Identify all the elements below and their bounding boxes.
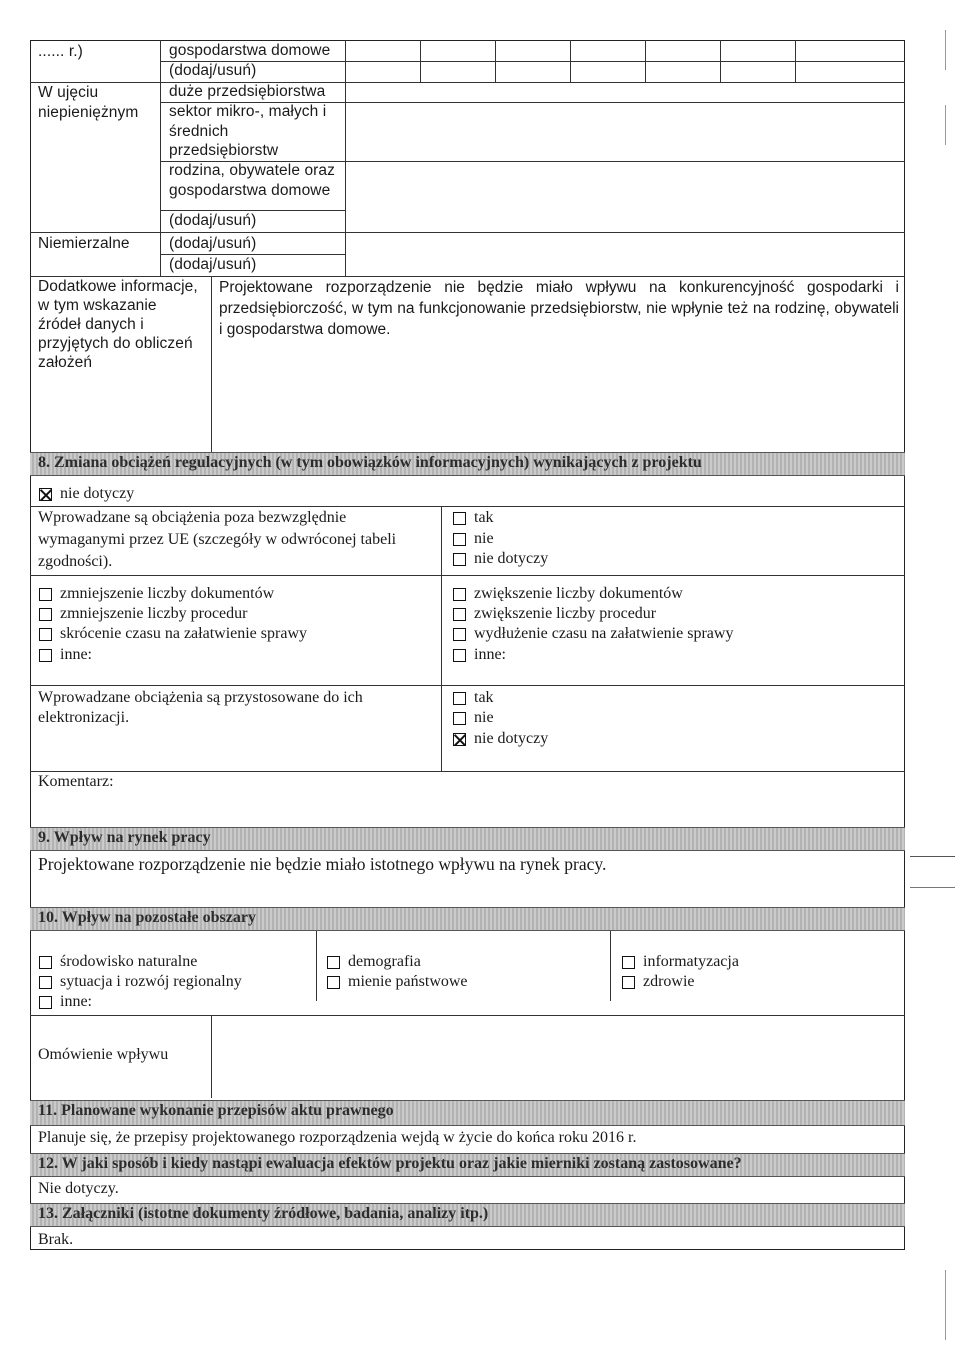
checkbox-electronization-yes[interactable] — [453, 692, 466, 705]
electronization-question: Wprowadzane obciążenia są przystosowane do ich — [38, 689, 363, 706]
section-rule — [30, 506, 905, 507]
additional-info-label: założeń — [38, 354, 93, 371]
unmeasurable-label: Niemierzalne — [38, 235, 130, 252]
option-label: zwiększenie liczby dokumentów — [474, 585, 683, 602]
option-label: inne: — [60, 646, 92, 663]
option-label: zmniejszenie liczby dokumentów — [60, 585, 275, 602]
regulatory-impact-form — [30, 40, 905, 1250]
table-rule — [30, 82, 905, 83]
scan-edge-line — [945, 105, 946, 145]
section-10-title: 10. Wpływ na pozostałe obszary — [38, 909, 256, 926]
section-rule — [30, 575, 905, 576]
table-row-label: średnich — [169, 123, 229, 140]
checkbox-more-procedures[interactable] — [453, 608, 466, 621]
table-rule — [160, 61, 905, 62]
eu-question: wymaganymi przez UE (szczegóły w odwróconej tabeli — [38, 531, 397, 548]
scan-edge-line — [945, 30, 946, 70]
checkbox-regional-development[interactable] — [39, 976, 52, 989]
table-row-label: przedsiębiorstw — [169, 142, 279, 159]
section-9-text: Projektowane rozporządzenie nie będzie miało istotnego wpływu na rynek pracy. — [38, 854, 607, 874]
option-label: zmniejszenie liczby procedur — [60, 605, 248, 622]
option-label: inne: — [60, 993, 92, 1010]
section-13-text: Brak. — [38, 1231, 74, 1248]
section-12-title: 12. W jaki sposób i kiedy nastąpi ewaluacja efektów projektu oraz jakie mierniki zostaną zastosowane? — [38, 1155, 742, 1172]
option-label: zwiększenie liczby procedur — [474, 605, 657, 622]
table-row-label: sektor mikro-, małych i — [169, 103, 327, 120]
table-divider — [160, 40, 161, 276]
section-11-title: 11. Planowane wykonanie przepisów aktu prawnego — [38, 1102, 394, 1119]
table-divider — [345, 40, 346, 276]
option-label: informatyzacja — [643, 953, 739, 970]
checkbox-environment[interactable] — [39, 956, 52, 969]
section-divider — [441, 506, 442, 771]
checkbox-eu-na[interactable] — [453, 553, 466, 566]
additional-info-text: Projektowane rozporządzenie nie będzie miało wpływu na konkurencyjność gospodarki i przedsiębiorczość, w tym na funkcjonowanie przedsiębiorstw, nie wpłynie też na rodzinę, obywateli i gospodarstwa domowe. — [219, 279, 899, 338]
section-12-header — [30, 1153, 905, 1177]
table-row-label[interactable]: (dodaj/usuń) — [169, 212, 257, 229]
table-row-label: rodzina, obywatele oraz — [169, 162, 336, 179]
checkbox-fewer-documents[interactable] — [39, 588, 52, 601]
checkbox-electronization-no[interactable] — [453, 712, 466, 725]
scan-edge-line — [910, 887, 955, 888]
option-label: tak — [474, 689, 494, 706]
additional-info-label: przyjętych do obliczeń — [38, 335, 193, 352]
additional-info-label: w tym wskazanie — [38, 297, 157, 314]
section-divider — [211, 1015, 212, 1098]
table-row-label: gospodarstwa domowe — [169, 182, 331, 199]
checkbox-other-left[interactable] — [39, 649, 52, 662]
checkbox-other-area[interactable] — [39, 996, 52, 1009]
option-label: inne: — [474, 646, 506, 663]
section-8-header — [30, 452, 905, 476]
section-12-text: Nie dotyczy. — [38, 1180, 119, 1197]
section-8-title: 8. Zmiana obciążeń regulacyjnych (w tym obowiązków informacyjnych) wynikających z projektu — [38, 454, 702, 471]
table-row-label: duże przedsiębiorstwa — [169, 83, 326, 100]
option-label: środowisko naturalne — [60, 953, 198, 970]
form-frame — [30, 40, 905, 1250]
checkbox-electronization-na[interactable] — [453, 733, 466, 746]
section-13-title: 13. Załączniki (istotne dokumenty źródłowe, badania, analizy itp.) — [38, 1205, 489, 1222]
checkbox-informatization[interactable] — [622, 956, 635, 969]
checkbox-shorter-time[interactable] — [39, 628, 52, 641]
eu-question: zgodności). — [38, 553, 113, 570]
section-divider — [610, 931, 611, 1001]
option-label: nie — [474, 709, 494, 726]
checkbox-eu-yes[interactable] — [453, 512, 466, 525]
eu-question: Wprowadzane są obciążenia poza bezwzględnie — [38, 509, 347, 526]
section-9-header — [30, 827, 905, 851]
date-cell: ...... r.) — [38, 43, 83, 60]
checkbox-eu-no[interactable] — [453, 533, 466, 546]
section-rule — [30, 1015, 905, 1016]
section-11-text: Planuje się, że przepisy projektowanego rozporządzenia wejdą w życie do końca roku 2016 r. — [38, 1129, 637, 1146]
table-row-label: gospodarstwa domowe — [169, 42, 331, 59]
scan-edge-line — [945, 1270, 946, 1340]
option-label: sytuacja i rozwój regionalny — [60, 973, 242, 990]
table-row-label[interactable]: (dodaj/usuń) — [169, 62, 257, 79]
comment-label: Komentarz: — [38, 773, 114, 790]
checkbox-health[interactable] — [622, 976, 635, 989]
section-11-header — [30, 1100, 905, 1126]
option-label: nie — [474, 530, 494, 547]
option-label: nie dotyczy — [474, 550, 549, 567]
impact-discussion-label: Omówienie wpływu — [38, 1046, 169, 1063]
table-row-label[interactable]: (dodaj/usuń) — [169, 256, 257, 273]
table-row-label[interactable]: (dodaj/usuń) — [169, 235, 257, 252]
section-rule — [30, 685, 905, 686]
section-9-title: 9. Wpływ na rynek pracy — [38, 829, 211, 846]
option-label: mienie państwowe — [348, 973, 468, 990]
option-label: skrócenie czasu na załatwienie sprawy — [60, 625, 307, 642]
checkbox-more-documents[interactable] — [453, 588, 466, 601]
option-label: tak — [474, 509, 494, 526]
option-label: nie dotyczy — [474, 730, 549, 747]
non-monetary-label: W ujęciu — [38, 84, 99, 101]
option-label: zdrowie — [643, 973, 695, 990]
checkbox-demography[interactable] — [327, 956, 340, 969]
checkbox-fewer-procedures[interactable] — [39, 608, 52, 621]
option-label: wydłużenie czasu na załatwienie sprawy — [474, 625, 734, 642]
option-label: demografia — [348, 953, 421, 970]
non-monetary-label: niepieniężnym — [38, 104, 139, 121]
checkbox-not-applicable[interactable] — [39, 488, 52, 501]
checkbox-state-property[interactable] — [327, 976, 340, 989]
checkbox-other-right[interactable] — [453, 649, 466, 662]
section-10-header — [30, 907, 905, 931]
section-rule — [30, 771, 905, 772]
electronization-question: elektronizacji. — [38, 709, 130, 726]
table-divider — [211, 276, 212, 452]
section-divider — [316, 931, 317, 1001]
not-applicable-label: nie dotyczy — [60, 485, 135, 502]
table-rule — [30, 232, 905, 233]
section-13-header — [30, 1203, 905, 1227]
scan-edge-line — [910, 856, 955, 857]
checkbox-longer-time[interactable] — [453, 628, 466, 641]
additional-info-label: Dodatkowe informacje, — [38, 278, 198, 295]
additional-info-label: źródeł danych i — [38, 316, 144, 333]
